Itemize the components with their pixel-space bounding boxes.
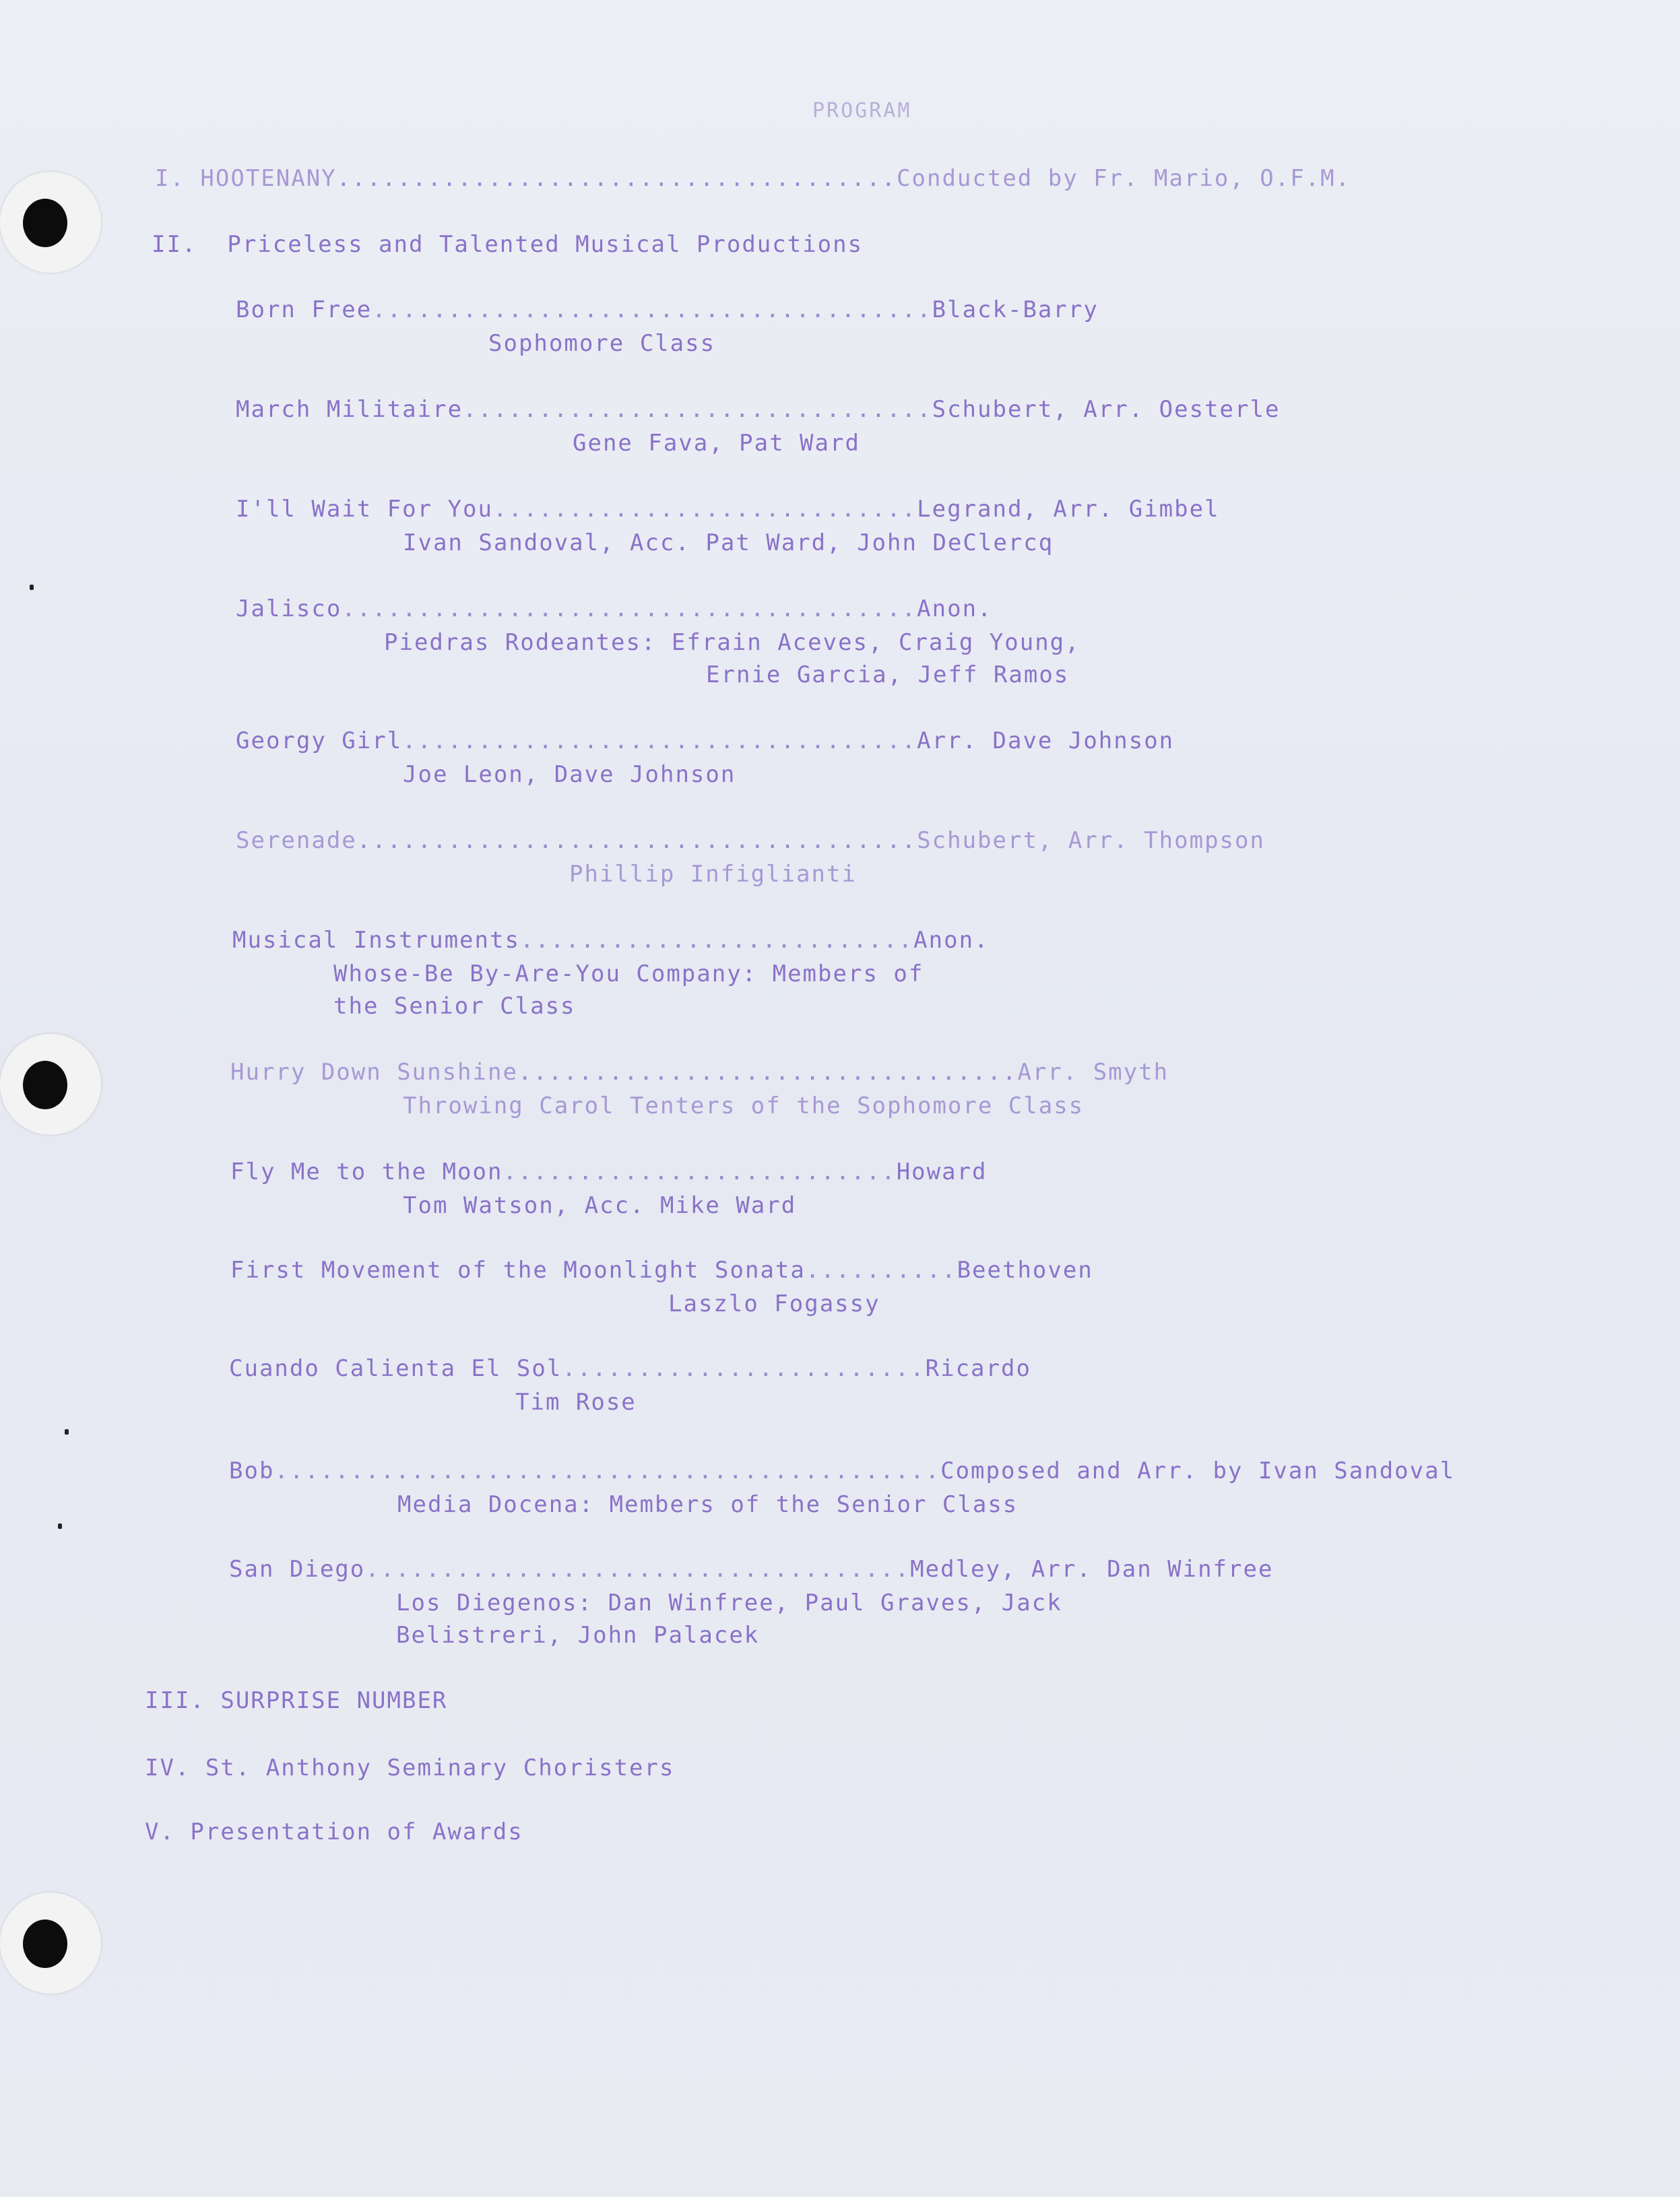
item-title: San Diego bbox=[229, 1556, 366, 1583]
leader-dots: .......................... bbox=[519, 927, 914, 954]
item-credit: Howard bbox=[896, 1158, 988, 1185]
leader-dots: ..................................... bbox=[336, 165, 897, 192]
item-credit: Anon. bbox=[913, 927, 990, 954]
leader-dots: .................................. bbox=[402, 727, 917, 754]
paper-speck bbox=[30, 585, 34, 590]
item-credit: Anon. bbox=[917, 595, 993, 622]
item-performers: Throwing Carol Tenters of the Sophomore Class bbox=[403, 1092, 1085, 1119]
leader-dots: ..................................... bbox=[356, 827, 917, 854]
leader-dots: ...................................... bbox=[342, 595, 917, 622]
section-1-label: I. HOOTENANY bbox=[155, 165, 337, 192]
item-performers: Tom Watson, Acc. Mike Ward bbox=[403, 1192, 797, 1219]
program-item-title-row bbox=[229, 1556, 1273, 1583]
item-title: First Movement of the Moonlight Sonata bbox=[230, 1257, 806, 1284]
section-2-heading: II. Priceless and Talented Musical Productions bbox=[152, 231, 864, 258]
item-title: Hurry Down Sunshine bbox=[230, 1059, 518, 1086]
section-1-conductor: Conducted by Fr. Mario, O.F.M. bbox=[897, 165, 1351, 192]
item-performers: Ernie Garcia, Jeff Ramos bbox=[706, 661, 1070, 688]
leader-dots: ............................................ bbox=[274, 1457, 941, 1484]
item-performers: Joe Leon, Dave Johnson bbox=[403, 761, 736, 788]
program-item-title-row bbox=[236, 727, 1174, 754]
leader-dots: .......................... bbox=[503, 1158, 897, 1185]
item-title: Born Free bbox=[236, 296, 373, 323]
item-credit: Composed and Arr. by Ivan Sandoval bbox=[940, 1457, 1456, 1484]
program-item-title-row bbox=[236, 396, 1280, 423]
page-title: PROGRAM bbox=[812, 99, 912, 123]
program-item-title-row bbox=[236, 827, 1265, 854]
binder-hole-middle bbox=[0, 1034, 101, 1135]
item-performers: Phillip Infiglianti bbox=[569, 861, 857, 888]
item-performers: Tim Rose bbox=[515, 1389, 637, 1416]
section-5-heading: V. Presentation of Awards bbox=[145, 1818, 523, 1845]
binder-hole-bottom bbox=[0, 1893, 101, 1994]
leader-dots: ..................................... bbox=[372, 296, 932, 323]
item-performers: Piedras Rodeantes: Efrain Aceves, Craig Young, bbox=[384, 629, 1080, 656]
item-credit: Arr. Smyth bbox=[1017, 1059, 1169, 1086]
leader-dots: .......... bbox=[805, 1257, 957, 1284]
leader-dots: .................................... bbox=[365, 1556, 911, 1583]
leader-dots: ............................... bbox=[463, 396, 932, 423]
item-credit: Black-Barry bbox=[932, 296, 1099, 323]
program-item-title-row bbox=[236, 496, 1220, 523]
item-performers: Laszlo Fogassy bbox=[668, 1290, 880, 1317]
item-credit: Schubert, Arr. Oesterle bbox=[932, 396, 1281, 423]
leader-dots: ................................. bbox=[517, 1059, 1018, 1086]
item-title: Jalisco bbox=[236, 595, 342, 622]
item-title: Musical Instruments bbox=[232, 927, 520, 954]
item-credit: Beethoven bbox=[957, 1257, 1093, 1284]
item-performers: Belistreri, John Palacek bbox=[396, 1622, 760, 1649]
item-title: Fly Me to the Moon bbox=[230, 1158, 503, 1185]
item-title: I'll Wait For You bbox=[236, 496, 493, 523]
program-item-title-row bbox=[229, 1355, 1031, 1382]
item-performers: the Senior Class bbox=[333, 993, 576, 1020]
item-credit: Medley, Arr. Dan Winfree bbox=[910, 1556, 1274, 1583]
item-credit: Arr. Dave Johnson bbox=[917, 727, 1175, 754]
binder-hole-top bbox=[0, 172, 101, 273]
item-credit: Schubert, Arr. Thompson bbox=[917, 827, 1265, 854]
paper-speck bbox=[65, 1429, 69, 1435]
item-credit: Legrand, Arr. Gimbel bbox=[917, 496, 1220, 523]
program-item-title-row bbox=[230, 1257, 1093, 1284]
item-performers: Los Diegenos: Dan Winfree, Paul Graves, Jack bbox=[396, 1589, 1062, 1616]
item-performers: Whose-Be By-Are-You Company: Members of bbox=[333, 960, 924, 987]
section-3-heading: III. SURPRISE NUMBER bbox=[145, 1687, 448, 1714]
section-4-heading: IV. St. Anthony Seminary Choristers bbox=[145, 1755, 675, 1781]
item-title: Bob bbox=[229, 1457, 275, 1484]
program-item-title-row bbox=[230, 1158, 988, 1185]
program-item-title-row bbox=[230, 1059, 1169, 1086]
item-performers: Ivan Sandoval, Acc. Pat Ward, John DeClercq bbox=[403, 529, 1054, 556]
item-title: March Militaire bbox=[236, 396, 463, 423]
program-item-title-row bbox=[229, 1457, 1455, 1484]
item-performers: Gene Fava, Pat Ward bbox=[573, 430, 860, 457]
program-item-title-row bbox=[236, 595, 993, 622]
paper-speck bbox=[58, 1523, 62, 1529]
item-performers: Sophomore Class bbox=[488, 330, 716, 357]
item-credit: Ricardo bbox=[925, 1355, 1031, 1382]
program-item-title-row bbox=[236, 296, 1099, 323]
item-title: Serenade bbox=[236, 827, 357, 854]
section-1-row bbox=[155, 165, 1351, 192]
item-performers: Media Docena: Members of the Senior Class bbox=[397, 1491, 1019, 1518]
program-item-title-row bbox=[232, 927, 990, 954]
leader-dots: ........................ bbox=[562, 1355, 926, 1382]
leader-dots: ............................ bbox=[493, 496, 917, 523]
item-title: Georgy Girl bbox=[236, 727, 403, 754]
item-title: Cuando Calienta El Sol bbox=[229, 1355, 562, 1382]
